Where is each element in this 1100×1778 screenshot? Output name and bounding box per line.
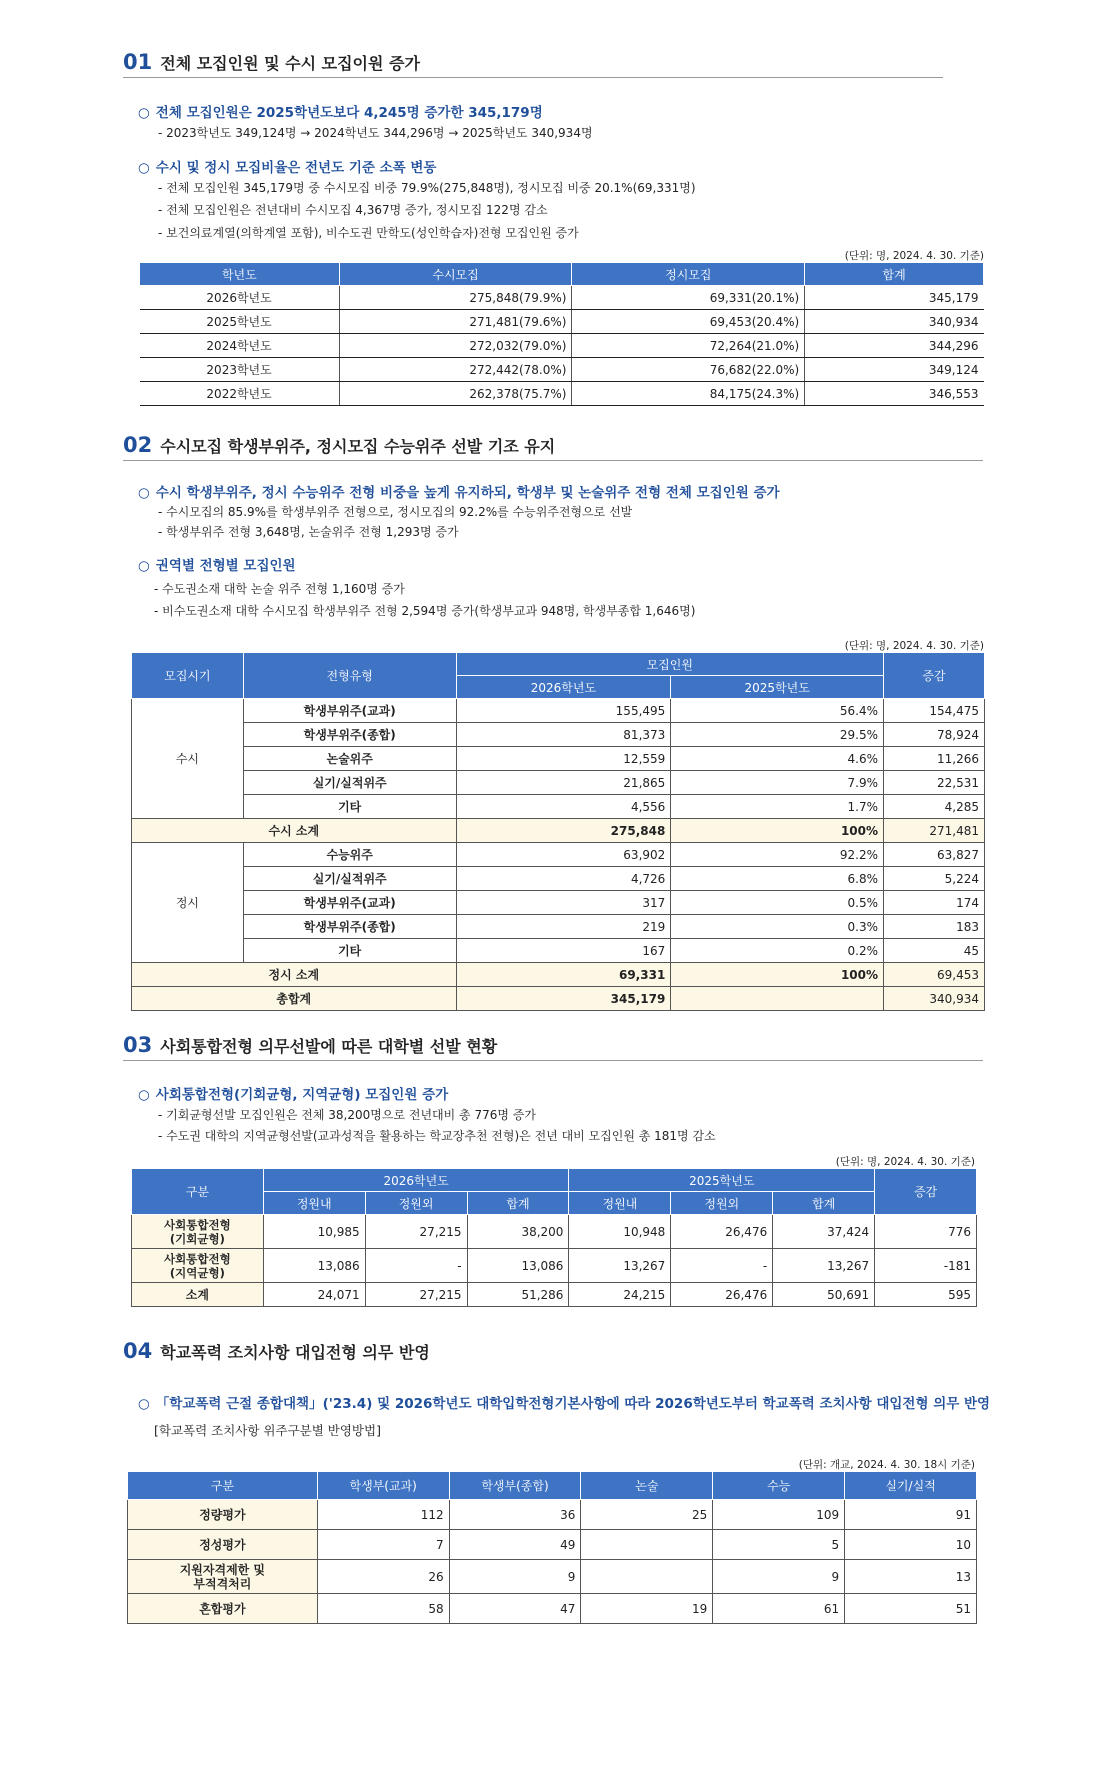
cell: 109 [713, 1500, 845, 1530]
enrollment-by-year-table [139, 262, 984, 406]
sub-item: - 보건의료계열(의학계열 포함), 비수도권 만학도(성인학습자)전형 모집인원 증가 [158, 226, 579, 240]
table-row [140, 334, 984, 358]
cell: 총합계 [132, 987, 457, 1011]
cell: 69,453 [884, 963, 985, 987]
table-row [132, 843, 985, 867]
cell: 271,481 [884, 819, 985, 843]
table-row [132, 723, 985, 747]
cell [581, 1530, 713, 1560]
col-header: 2026학년도 [456, 676, 671, 699]
sub-item: - 비수도권소재 대학 수시모집 학생부위주 전형 2,594명 증가(학생부교과 948명, 학생부종합 1,646명) [154, 604, 696, 618]
col-header: 구분 [132, 1169, 264, 1215]
bullet-text: 전체 모집인원은 2025학년도보다 4,245명 증가한 345,179명 [155, 105, 543, 121]
cell: 81,373 [456, 723, 671, 747]
bullet-text: 사회통합전형(기회균형, 지역균형) 모집인원 증가 [155, 1087, 449, 1103]
cell: 340,934 [884, 987, 985, 1011]
cell: 349,124 [805, 358, 984, 382]
sub-item: - 수시모집의 85.9%를 학생부위주 전형으로, 정시모집의 92.2%를 수능위주전형으로 선발 [158, 505, 633, 519]
col-header: 모집시기 [132, 653, 244, 699]
cell: 345,179 [456, 987, 671, 1011]
school-violence-table [127, 1471, 977, 1624]
cell: 262,378(75.7%) [339, 382, 572, 406]
cell: 92.2% [671, 843, 884, 867]
cell: -181 [875, 1249, 977, 1283]
col-header: 합계 [805, 263, 984, 286]
col-header: 정원내 [263, 1192, 365, 1215]
cell: 5,224 [884, 867, 985, 891]
section-title-text: 학교폭력 조치사항 대입전형 의무 반영 [160, 1343, 430, 1362]
cell: 24,215 [569, 1283, 671, 1307]
section-number: 04 [123, 1339, 153, 1363]
cell: - [671, 1249, 773, 1283]
cell: 학생부위주(종합) [243, 723, 456, 747]
cell: 수시 소계 [132, 819, 457, 843]
cell: 19 [581, 1594, 713, 1624]
bullet-heading [138, 1083, 448, 1103]
table-row [128, 1530, 977, 1560]
cell: 4,285 [884, 795, 985, 819]
row-label: 혼합평가 [128, 1594, 318, 1624]
cell: 0.3% [671, 915, 884, 939]
table-row [140, 382, 984, 406]
cell: 2025학년도 [140, 310, 340, 334]
unit-note: (단위: 명, 2024. 4. 30. 기준) [835, 1156, 975, 1168]
col-header: 수시모집 [339, 263, 572, 286]
section-1-title [123, 50, 943, 78]
section-number: 02 [123, 433, 153, 457]
cell: 72,264(21.0%) [572, 334, 805, 358]
cell: 12,559 [456, 747, 671, 771]
cell: 학생부위주(교과) [243, 891, 456, 915]
cell: 50,691 [773, 1283, 875, 1307]
cell: 기타 [243, 939, 456, 963]
circle-bullet-icon: ○ [138, 558, 150, 574]
col-header: 전형유형 [243, 653, 456, 699]
table-row [128, 1560, 977, 1594]
table-row [128, 1500, 977, 1530]
cell: 317 [456, 891, 671, 915]
social-integration-table [131, 1168, 977, 1307]
col-header: 증감 [875, 1169, 977, 1215]
cell: 26,476 [671, 1215, 773, 1249]
cell: 167 [456, 939, 671, 963]
cell: 91 [845, 1500, 977, 1530]
cell: 271,481(79.6%) [339, 310, 572, 334]
col-header: 합계 [467, 1192, 569, 1215]
cell: 56.4% [671, 699, 884, 723]
bullet-text: 수시 학생부위주, 정시 수능위주 전형 비중을 높게 유지하되, 학생부 및 논술위주 전형 전체 모집인원 증가 [155, 485, 780, 501]
cell: 7 [317, 1530, 449, 1560]
cell: 7.9% [671, 771, 884, 795]
cell: 344,296 [805, 334, 984, 358]
cell: 345,179 [805, 286, 984, 310]
col-header: 수능 [713, 1472, 845, 1500]
table-row [132, 795, 985, 819]
cell: 27,215 [365, 1215, 467, 1249]
unit-note: (단위: 개교, 2024. 4. 30. 18시 기준) [798, 1459, 975, 1471]
cell: 10 [845, 1530, 977, 1560]
sub-item: - 2023학년도 349,124명 → 2024학년도 344,296명 → 2025학년도 340,934명 [158, 126, 593, 140]
cell: 기타 [243, 795, 456, 819]
cell: 실기/실적위주 [243, 771, 456, 795]
row-label: 사회통합전형 (지역균형) [132, 1249, 264, 1283]
cell: 100% [671, 963, 884, 987]
subtotal-row [132, 819, 985, 843]
col-header: 증감 [884, 653, 985, 699]
row-label: 정성평가 [128, 1530, 318, 1560]
cell: 29.5% [671, 723, 884, 747]
cell: 340,934 [805, 310, 984, 334]
cell: 0.2% [671, 939, 884, 963]
cell: 2022학년도 [140, 382, 340, 406]
cell: 24,071 [263, 1283, 365, 1307]
col-header: 2025학년도 [671, 676, 884, 699]
cell: 26,476 [671, 1283, 773, 1307]
cell: 154,475 [884, 699, 985, 723]
col-header: 합계 [773, 1192, 875, 1215]
col-header: 논술 [581, 1472, 713, 1500]
row-label: 지원자격제한 및 부적격처리 [128, 1560, 318, 1594]
group-label: 수시 [132, 699, 244, 819]
cell: 9 [449, 1560, 581, 1594]
cell: - [365, 1249, 467, 1283]
cell: 47 [449, 1594, 581, 1624]
col-header: 정원외 [365, 1192, 467, 1215]
cell: 6.8% [671, 867, 884, 891]
cell: 69,331 [456, 963, 671, 987]
table-row [132, 1215, 977, 1249]
circle-bullet-icon: ○ [138, 1396, 150, 1412]
table-row [132, 915, 985, 939]
cell: 76,682(22.0%) [572, 358, 805, 382]
cell: 272,032(79.0%) [339, 334, 572, 358]
cell: 69,453(20.4%) [572, 310, 805, 334]
col-header: 정원내 [569, 1192, 671, 1215]
col-header: 학생부(종합) [449, 1472, 581, 1500]
section-number: 01 [123, 50, 153, 74]
cell: 5 [713, 1530, 845, 1560]
table-row [140, 358, 984, 382]
table-row [140, 310, 984, 334]
cell: 13,267 [773, 1249, 875, 1283]
cell: 37,424 [773, 1215, 875, 1249]
section-title-text: 수시모집 학생부위주, 정시모집 수능위주 선발 기조 유지 [160, 437, 556, 456]
cell [581, 1560, 713, 1594]
sub-item: - 수도권소재 대학 논술 위주 전형 1,160명 증가 [154, 582, 405, 596]
cell: 2026학년도 [140, 286, 340, 310]
cell: 22,531 [884, 771, 985, 795]
circle-bullet-icon: ○ [138, 1087, 150, 1103]
table-row [132, 891, 985, 915]
cell: 13,086 [467, 1249, 569, 1283]
cell: 219 [456, 915, 671, 939]
table-row [132, 939, 985, 963]
section-title-text: 전체 모집인원 및 수시 모집이원 증가 [160, 54, 420, 73]
row-label: 사회통합전형 (기회균형) [132, 1215, 264, 1249]
cell: 정시 소계 [132, 963, 457, 987]
cell: 272,442(78.0%) [339, 358, 572, 382]
cell: 21,865 [456, 771, 671, 795]
row-label: 소계 [132, 1283, 264, 1307]
cell: 183 [884, 915, 985, 939]
admission-type-table [131, 652, 985, 1011]
cell: 63,827 [884, 843, 985, 867]
cell: 논술위주 [243, 747, 456, 771]
cell: 13,086 [263, 1249, 365, 1283]
cell: 10,985 [263, 1215, 365, 1249]
cell: 51 [845, 1594, 977, 1624]
cell: 실기/실적위주 [243, 867, 456, 891]
cell: 112 [317, 1500, 449, 1530]
section-4-title [123, 1339, 443, 1366]
cell: 26 [317, 1560, 449, 1594]
unit-note: (단위: 명, 2024. 4. 30. 기준) [844, 250, 984, 262]
col-header: 2025학년도 [569, 1169, 875, 1192]
sub-item: - 학생부위주 전형 3,648명, 논술위주 전형 1,293명 증가 [158, 525, 459, 539]
cell: 63,902 [456, 843, 671, 867]
cell: 100% [671, 819, 884, 843]
cell: 학생부위주(종합) [243, 915, 456, 939]
cell: 9 [713, 1560, 845, 1594]
cell: 수능위주 [243, 843, 456, 867]
col-header: 정원외 [671, 1192, 773, 1215]
table-row [132, 747, 985, 771]
bullet-heading [138, 481, 780, 501]
col-header: 학년도 [140, 263, 340, 286]
sub-item: [학교폭력 조치사항 위주구분별 반영방법] [154, 1423, 381, 1438]
bullet-heading [138, 1392, 990, 1412]
cell: 346,553 [805, 382, 984, 406]
sub-item: - 전체 모집인원은 전년대비 수시모집 4,367명 증가, 정시모집 122명 감소 [158, 203, 548, 217]
section-number: 03 [123, 1033, 153, 1057]
cell: 595 [875, 1283, 977, 1307]
table-row [132, 1249, 977, 1283]
cell: 0.5% [671, 891, 884, 915]
cell: 36 [449, 1500, 581, 1530]
cell: 2024학년도 [140, 334, 340, 358]
bullet-heading [138, 156, 436, 176]
table-row [132, 1283, 977, 1307]
cell: 69,331(20.1%) [572, 286, 805, 310]
cell: 174 [884, 891, 985, 915]
cell: 13 [845, 1560, 977, 1594]
cell: 275,848(79.9%) [339, 286, 572, 310]
circle-bullet-icon: ○ [138, 485, 150, 501]
bullet-text: 수시 및 정시 모집비율은 전년도 기준 소폭 변동 [155, 160, 437, 176]
col-header: 정시모집 [572, 263, 805, 286]
cell: 학생부위주(교과) [243, 699, 456, 723]
table-row [140, 286, 984, 310]
cell: 2023학년도 [140, 358, 340, 382]
table-row [132, 699, 985, 723]
circle-bullet-icon: ○ [138, 105, 150, 121]
group-label: 정시 [132, 843, 244, 963]
bullet-heading [138, 554, 296, 574]
cell: 4,726 [456, 867, 671, 891]
cell: 4.6% [671, 747, 884, 771]
col-header: 실기/실적 [845, 1472, 977, 1500]
subtotal-row [132, 963, 985, 987]
col-header: 2026학년도 [263, 1169, 569, 1192]
cell: 45 [884, 939, 985, 963]
sub-item: - 기회균형선발 모집인원은 전체 38,200명으로 전년대비 총 776명 증가 [158, 1108, 536, 1122]
row-label: 정량평가 [128, 1500, 318, 1530]
cell: 155,495 [456, 699, 671, 723]
section-3-title [123, 1033, 983, 1061]
table-row [132, 867, 985, 891]
col-header: 모집인원 [456, 653, 883, 676]
cell: 13,267 [569, 1249, 671, 1283]
cell: 25 [581, 1500, 713, 1530]
table-row [132, 771, 985, 795]
cell: 10,948 [569, 1215, 671, 1249]
cell: 78,924 [884, 723, 985, 747]
cell: 776 [875, 1215, 977, 1249]
cell: 4,556 [456, 795, 671, 819]
col-header: 학생부(교과) [317, 1472, 449, 1500]
bullet-text: 권역별 전형별 모집인원 [155, 558, 296, 574]
cell: 61 [713, 1594, 845, 1624]
cell: 11,266 [884, 747, 985, 771]
col-header: 구분 [128, 1472, 318, 1500]
sub-item: - 전체 모집인원 345,179명 중 수시모집 비중 79.9%(275,848명), 정시모집 비중 20.1%(69,331명) [158, 181, 696, 195]
bullet-heading [138, 101, 543, 121]
cell: 275,848 [456, 819, 671, 843]
grand-total-row [132, 987, 985, 1011]
cell [671, 987, 884, 1011]
cell: 49 [449, 1530, 581, 1560]
bullet-text: 「학교폭력 근절 종합대책」('23.4) 및 2026학년도 대학입학전형기본사항에 따라 2026학년도부터 학교폭력 조치사항 대입전형 의무 반영 [155, 1396, 991, 1412]
section-title-text: 사회통합전형 의무선발에 따른 대학별 선발 현황 [160, 1037, 498, 1056]
cell: 38,200 [467, 1215, 569, 1249]
cell: 1.7% [671, 795, 884, 819]
table-row [128, 1594, 977, 1624]
cell: 58 [317, 1594, 449, 1624]
cell: 27,215 [365, 1283, 467, 1307]
unit-note: (단위: 명, 2024. 4. 30. 기준) [844, 640, 984, 652]
cell: 84,175(24.3%) [572, 382, 805, 406]
sub-item: - 수도권 대학의 지역균형선발(교과성적을 활용하는 학교장추천 전형)은 전년 대비 모집인원 총 181명 감소 [158, 1129, 716, 1143]
cell: 51,286 [467, 1283, 569, 1307]
circle-bullet-icon: ○ [138, 160, 150, 176]
section-2-title [123, 433, 983, 461]
